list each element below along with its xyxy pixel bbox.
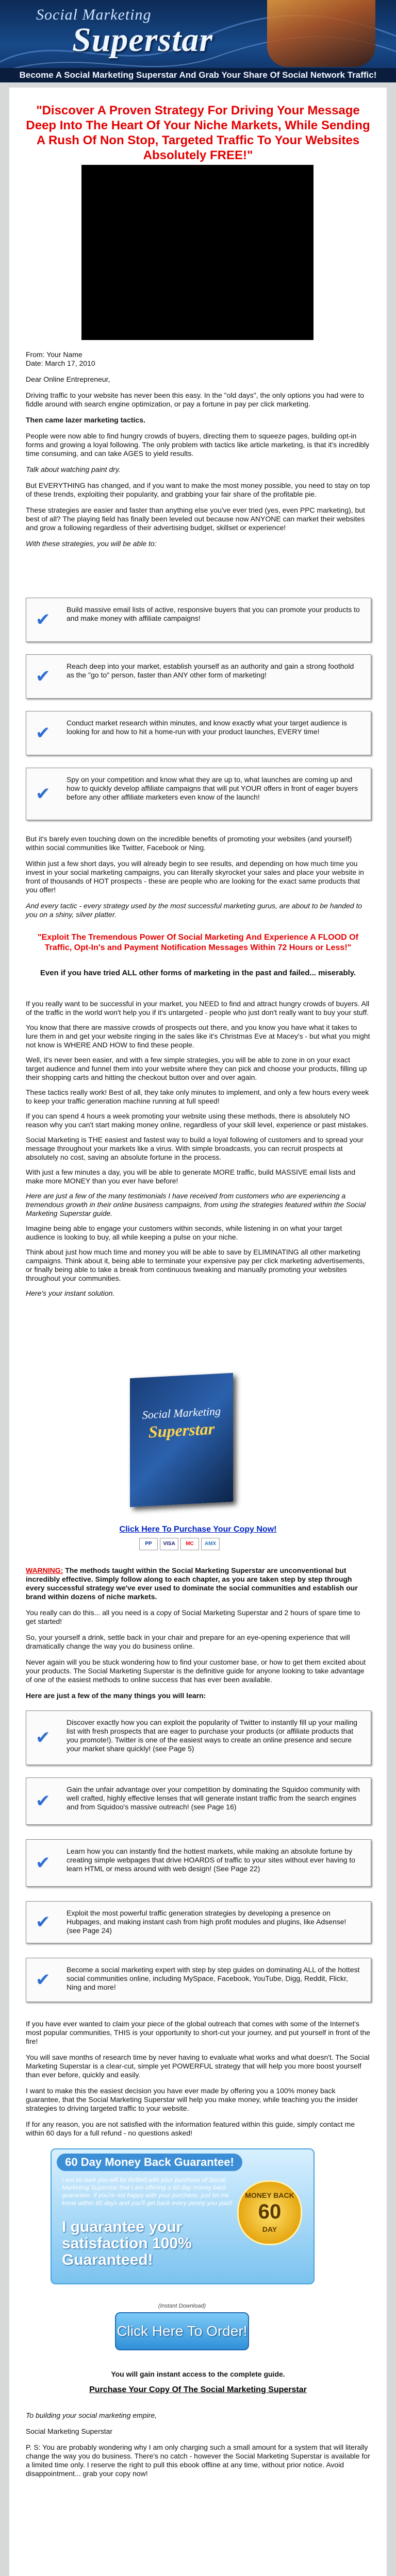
body-paragraph: I want to make this the easiest decision you have ever made by offering you a 100% money back guarantee, that the Social Marketing Superstar will help you make money, while teaching you the insider strategies to driving targeted traffic to your website. — [26, 2087, 358, 2112]
header-photo — [267, 0, 375, 67]
order-section — [115, 2303, 249, 2360]
warning-label: WARNING: — [26, 1566, 63, 1574]
body-paragraph: Social Marketing is THE easiest and fastest way to build a loyal following of customers and to spread your message throughout your markets like a virus. With simple broadcasts, you can recruit prospects at absolutely no cost, saving an absolute fortune in the process. — [26, 1136, 364, 1161]
signature: Social Marketing Superstar — [26, 2427, 113, 2435]
benefit-box — [26, 654, 371, 699]
guarantee-heading: 60 Day Money Back Guarantee! — [57, 2154, 242, 2171]
body-paragraph: If you have ever wanted to claim your piece of the global outreach that comes with some of the Internet's most popular communities, THIS is your opportunity to short-cut your journey, and put yourself in front of the fire! — [26, 2020, 370, 2045]
guarantee-big-text: I guarantee your satisfaction 100% Guaranteed! — [62, 2218, 192, 2268]
body-paragraph: Never again will you be stuck wondering how to find your customer base, or how to get them excited about your products. The Social Marketing Superstar is the definitive guide for anyone looking to take advantage of one of the easiest methods to online success that has ever been available. — [26, 1658, 366, 1684]
video-player[interactable] — [81, 165, 314, 340]
letter-greeting: Dear Online Entrepreneur, — [26, 375, 110, 383]
header-title-big: Superstar — [72, 21, 213, 59]
guarantee-text: I am so sure you will be thrilled with your purchase of Social Marketing Superstar that I am offering a 60 day money back guarantee. If you're not happy with your purchase, just let me know within 60 days and you'll get back every penny you paid! — [62, 2176, 233, 2207]
letter-from: From: Your Name — [26, 350, 82, 359]
access-note: You will gain instant access to the complete guide. — [111, 2370, 285, 2378]
letter-date: Date: March 17, 2010 — [26, 359, 95, 367]
check-icon: ✔ — [36, 1728, 51, 1748]
check-icon: ✔ — [36, 723, 51, 743]
body-paragraph: Imagine being able to engage your customers within seconds, while listening in on what your target audience is looking to buy, all while keeping a pulse on your niche. — [26, 1224, 342, 1241]
check-icon: ✔ — [36, 784, 51, 804]
seal-number: 60 — [258, 2200, 282, 2223]
body-paragraph: Here are just a few of the many testimonials I have received from customers who are experiencing a tremendous growth in their online business campaigns, from using the strategies featured within the Social Marketing Superstar guide. — [26, 1192, 366, 1217]
learn-text: Become a social marketing expert with step by step guides on dominating ALL of the hottest social communities online, including MySpace, Facebook, YouTube, Digg, Reddit, Flickr, Ning and more! — [67, 1965, 360, 1991]
letter-paragraph: Then came lazer marketing tactics. — [26, 416, 145, 424]
check-icon: ✔ — [36, 667, 51, 686]
benefit-text: Build massive email lists of active, responsive buyers that you can promote your products to and make money with affiliate campaigns! — [67, 605, 360, 622]
body-paragraph: You know that there are massive crowds of prospects out there, and you know you have what it takes to lure them in and get your website ringing in the sales like it's Christmas Eve at Macey's - but what you might not know is WHERE AND HOW to find these people. — [26, 1023, 370, 1049]
letter-paragraph: People were now able to find hungry crowds of buyers, directing them to squeeze pages, building opt-in forms and growing a loyal following. The only problem with tactics like article marketing, is that it's incredibly time consuming, and can take AGES to yield results. — [26, 432, 370, 457]
body-paragraph: Well, it's never been easier, and with a few simple strategies, you will be able to zone in on your exact target audience and funnel them into your website where they can pick and choose your products, filling up their shopping carts and hitting the checkout button over and over again. — [26, 1056, 367, 1081]
learn-text: Exploit the most powerful traffic generation strategies by developing a presence on Hubpages, and making instant cash from high profit modules and plugins, like Adsense! (see Page 24) — [67, 1909, 346, 1935]
list-intro: Here are just a few of the many things you will learn: — [26, 1691, 206, 1700]
benefit-box — [26, 768, 371, 820]
body-paragraph: With just a few minutes a day, you will be able to generate MORE traffic, build MASSIVE email lists and make more MONEY than you ever have before! — [26, 1168, 356, 1185]
purchase-link[interactable]: Purchase Your Copy Of The Social Marketing Superstar — [89, 2385, 307, 2394]
warning-text: The methods taught within the Social Marketing Superstar are unconventional but incredibly effective. Simply follow along to each chapter, as you are taken step by step through every successful strategy we've ever used to dominate the social communities and establish our brand within dozens of niche markets. — [26, 1566, 358, 1601]
closing-line: To building your social marketing empire, — [26, 2411, 157, 2419]
seal-day: DAY — [262, 2225, 277, 2233]
ebook-title-big: Superstar — [148, 1419, 215, 1442]
body-paragraph: You will save months of research time by never having to evaluate what works and what doesn't. The Social Marketing Superstar is a clear-cut, simple yet POWERFUL strategy that will help you more boost yourself than ever before, quickly and easily. — [26, 2053, 370, 2079]
check-icon: ✔ — [36, 1970, 51, 1990]
check-icon: ✔ — [36, 1791, 51, 1811]
body-paragraph: So, your yourself a drink, settle back in your chair and prepare for an eye-opening experience that will dramatically change the way you do business online. — [26, 1633, 350, 1650]
benefit-text: Conduct market research within minutes, and know exactly what your target audience is looking for and how to hit a home-run with your product launches, EVERY time! — [67, 719, 347, 736]
body-paragraph: If you really want to be successful in your market, you NEED to find and attract hungry crowds of buyers. All of the traffic in the world won't help you if it's untargeted - people who just don't really want to buy your stuff. — [26, 999, 370, 1016]
mid-paragraph: But it's barely even touching down on the incredible benefits of promoting your websites (and yourself) within social communities like Twitter, Facebook or Ning. — [26, 835, 352, 852]
learn-text: Learn how you can instantly find the hottest markets, while making an absolute fortune by creating simple webpages that drive HOARDS of traffic to your sites without ever having to learn HTML or mess around with web design! (See Page 22) — [67, 1847, 356, 1873]
learn-box — [26, 1710, 371, 1765]
header-title-small: Social Marketing — [36, 6, 152, 23]
subheadline-note: Even if you have tried ALL other forms of marketing in the past and failed... miserably. — [40, 969, 356, 977]
body-paragraph: Here's your instant solution. — [26, 1289, 115, 1297]
letter-paragraph: Driving traffic to your website has never been this easy. In the "old days", the only options you had were to fiddle around with search engine optimization, or pay a fortune in pay per click marketing. — [26, 391, 365, 408]
learn-text: Gain the unfair advantage over your competition by dominating the Squidoo community with well crafted, highly effective lenses that will generate instant traffic from the search engines and from Squidoo's massive outreach! (see Page 16) — [67, 1785, 360, 1811]
check-icon: ✔ — [36, 1853, 51, 1873]
letter-paragraph: These strategies are easier and faster than anything else you've ever tried (yes, even PPC marketing), but best of all? The playing field has finally been leveled out because now ANYONE can market their websites and grow a following regardless of their advertising budget, skillset or experience! — [26, 506, 365, 532]
mid-paragraph: And every tactic - every strategy used by the most successful marketing gurus, are about to be handed to you on a shiny, silver platter. — [26, 902, 362, 919]
benefit-box — [26, 598, 371, 642]
body-paragraph: If you can spend 4 hours a week promoting your website using these methods, there is absolutely NO reason why you can't start making money online, regardless of your skill level, experience or past mistakes. — [26, 1112, 369, 1129]
body-paragraph: If for any reason, you are not satisfied with the information featured within this guide, simply contact me within 60 days for a full refund - no questions asked! — [26, 2120, 355, 2137]
guarantee-box — [51, 2148, 315, 2284]
benefit-text: Spy on your competition and know what they are up to, what launches are coming up and how to quickly develop affiliate campaigns that will put YOUR offers in front of eager buyers before any other affiliate marketers even know of the launch! — [67, 775, 358, 801]
visa-icon: VISA — [160, 1538, 178, 1550]
header-banner — [0, 0, 396, 82]
body-paragraph: These tactics really work! Best of all, they take only minutes to implement, and only a few hours every week to keep your traffic generation machine running at full speed! — [26, 1088, 369, 1105]
learn-box — [26, 1839, 371, 1887]
subheadline: "Exploit The Tremendous Power Of Social Marketing And Experience A FLOOD Of Traffic, Opt-In's and Payment Notification Messages Within 72 Hours or Less!" — [38, 933, 358, 952]
benefit-text: Reach deep into your market, establish yourself as an authority and gain a strong foothold as the "go to" person, faster than ANY other form of marketing! — [67, 662, 354, 679]
payment-cards — [139, 1538, 224, 1550]
learn-box — [26, 1958, 371, 2002]
check-icon: ✔ — [36, 610, 51, 630]
benefit-list — [26, 598, 370, 866]
body-paragraph: You really can do this... all you need is a copy of Social Marketing Superstar and 2 hours of spare time to get started! — [26, 1608, 360, 1625]
guarantee-seal — [237, 2180, 302, 2245]
content-panel — [9, 88, 387, 2576]
postscript: P. S: You are probably wondering why I am only charging such a small amount for a system that will literally change the way you do business. There's no catch - however the Social Marketing Superstar is available for a limited time only. I reserve the right to pull this ebook offline at any time, without prior notice. Avoid disappointment... grab your copy now! — [26, 2443, 370, 2478]
benefit-box — [26, 711, 371, 755]
letter-paragraph: But EVERYTHING has changed, and if you want to make the most money possible, you need to stay on top of these trends, exploiting their popularity, and grabbing your fair share of the profitable pie. — [26, 481, 370, 498]
ebook-title-small: Social Marketing — [142, 1404, 221, 1421]
body-paragraph: Think about just how much time and money you will be able to save by ELIMINATING all other marketing campaigns. Think about it, being able to terminate your expensive pay per click marketing advertisements, or finally being able to take a break from continuous tweaking and manually promoting your websites throughout your communities. — [26, 1248, 365, 1282]
paypal-icon: PP — [139, 1538, 158, 1550]
ebook-cover — [130, 1373, 233, 1507]
header-tagline: Become A Social Marketing Superstar And Grab Your Share Of Social Network Traffic! — [0, 68, 396, 82]
learn-box — [26, 1901, 371, 1943]
mastercard-icon: MC — [180, 1538, 199, 1550]
purchase-link[interactable]: Click Here To Purchase Your Copy Now! — [119, 1525, 277, 1534]
seal-bottom-text: MONEY BACK — [245, 2191, 294, 2199]
order-button[interactable]: Click Here To Order! — [115, 2312, 249, 2350]
main-headline: "Discover A Proven Strategy For Driving Your Message Deep Into The Heart Of Your Niche Markets, While Sending A Rush Of Non Stop, Targeted Traffic To Your Websites Absolutely FREE!" — [26, 104, 370, 162]
check-icon: ✔ — [36, 1912, 51, 1932]
mid-paragraph: Within just a few short days, you will already begin to see results, and depending on how much time you invest in your social marketing campaigns, you can literally skyrocket your sales and place your website in front of thousands of HOT prospects - these are people who are looking for the exact same products that you offer! — [26, 859, 364, 894]
letter-paragraph: Talk about watching paint dry. — [26, 465, 121, 473]
amex-icon: AMX — [201, 1538, 220, 1550]
learn-text: Discover exactly how you can exploit the popularity of Twitter to instantly fill up your mailing list with fresh prospects that are eager to purchase your products (or affiliate products that you promote!). Twitter is one of the easiest ways to create an online presence and secure your market share quickly! (see Page 5) — [67, 1718, 357, 1753]
letter-paragraph: With these strategies, you will be able to: — [26, 539, 157, 548]
learn-box — [26, 1777, 371, 1825]
instant-download-label: (Instant Download) — [158, 2303, 206, 2309]
